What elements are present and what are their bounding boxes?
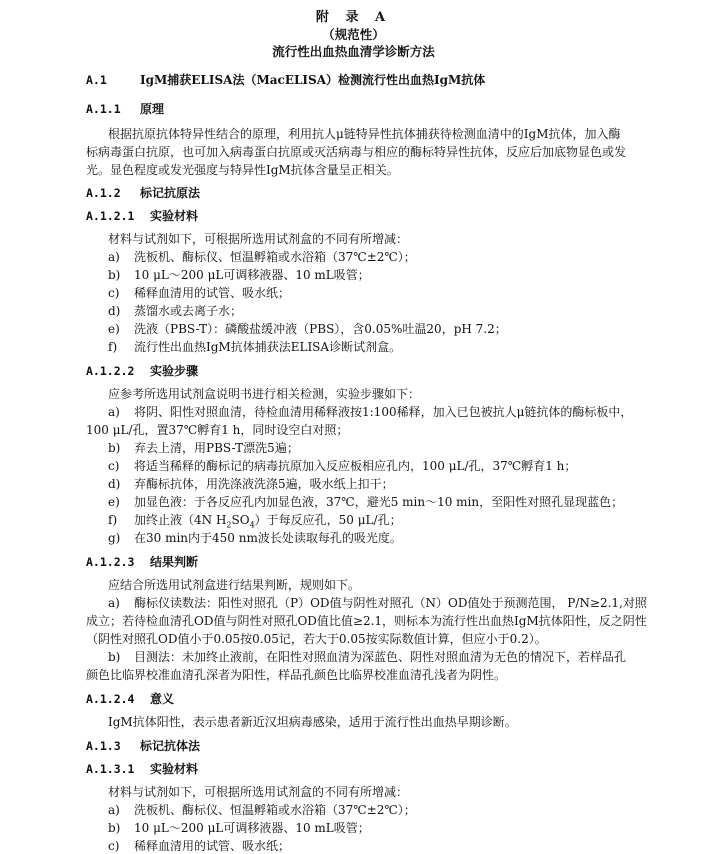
principle-line-2: 标病毒蛋白抗原，也可加入病毒蛋白抗原或灭活病毒与相应的酶标特异性抗体，反应后加底物显色或发 (86, 145, 627, 159)
section-a124-heading (86, 690, 174, 707)
list-item: a) 酶标仪读数法：阳性对照孔（P）OD值与阴性对照孔（N）OD值处于预测范围， P/N≥2.1,对照 (108, 596, 647, 610)
materials-intro: 材料与试剂如下，可根据所选用试剂盒的不同有所增减： (108, 232, 409, 246)
section-number: A.1.2.2 (86, 364, 135, 378)
list-item: c) 将适当稀释的酶标记的病毒抗原加入反应板相应孔内，100 μL/孔，37℃孵育1 h； (108, 459, 577, 473)
section-a13-heading (86, 737, 200, 754)
judge-intro: 应结合所选用试剂盒进行结果判断，规则如下。 (108, 578, 361, 592)
section-a131-heading (86, 760, 198, 777)
list-item-continuation: 100 μL/孔，置37℃孵育1 h，同时设空白对照； (86, 423, 349, 437)
list-item-continuation: 颜色比临界校准血清孔深者为阳性，样品孔颜色比临界校准血清孔浅者为阴性。 (86, 668, 507, 682)
annex-title: 流行性出血热血清学诊断方法 (272, 44, 435, 59)
list-item: f) 加终止液（4N $H_2SO_4$）于每反应孔，50 μL/孔； (108, 513, 402, 530)
section-title: 原理 (140, 102, 165, 116)
list-item: c) 稀释血清用的试管、吸水纸； (108, 286, 291, 300)
section-number: A.1.1 (86, 102, 121, 116)
list-item-continuation: 成立；若待检血清孔OD值与阴性对照孔OD值比值≥2.1，则标本为流行性出血热IgM抗体阳性，反之阴性 (86, 614, 647, 628)
list-item: b) 10 μL～200 μL可调移液器、10 mL吸管； (108, 821, 370, 835)
materials2-intro: 材料与试剂如下，可根据所选用试剂盒的不同有所增减： (108, 785, 409, 799)
list-item: b) 10 μL～200 μL可调移液器、10 mL吸管； (108, 268, 370, 282)
section-title: 实验材料 (150, 762, 199, 776)
section-title: 标记抗原法 (140, 186, 201, 200)
list-item-continuation: （阴性对照孔OD值小于0.05按0.05记，若大于0.05按实际数值计算，但应小于0.2）。 (86, 632, 547, 646)
section-a12-heading (86, 184, 200, 201)
section-number: A.1 (86, 73, 107, 87)
meaning-text: IgM抗体阳性，表示患者新近汉坦病毒感染，适用于流行性出血热早期诊断。 (108, 715, 517, 729)
principle-line-1: 根据抗原抗体特异性结合的原理，利用抗人μ链特异性抗体捕获待检测血清中的IgM抗体，加入酶 (108, 127, 621, 141)
section-number: A.1.3 (86, 739, 121, 753)
list-item: d) 蒸馏水或去离子水； (108, 304, 243, 318)
list-item: e) 加显色液：于各反应孔内加显色液，37℃，避光5 min～10 min，至阳性对照孔显现蓝色； (108, 495, 624, 509)
list-item: b) 弃去上清，用PBS-T漂洗5遍； (108, 441, 299, 455)
steps-intro: 应参考所选用试剂盒说明书进行相关检测，实验步骤如下： (108, 387, 421, 401)
list-item: d) 弃酶标抗体，用洗涤液洗涤5遍，吸水纸上扣干； (108, 477, 394, 491)
section-number: A.1.2.3 (86, 555, 135, 569)
section-number: A.1.2 (86, 186, 121, 200)
list-item: a) 洗板机、酶标仪、恒温孵箱或水浴箱（37℃±2℃）； (108, 803, 416, 817)
list-item: f) 流行性出血热IgM抗体捕获法ELISA诊断试剂盒。 (108, 340, 402, 354)
section-title: 实验步骤 (150, 364, 199, 378)
section-title: 标记抗体法 (140, 739, 201, 753)
annex-label: 附 录 A (315, 10, 392, 25)
list-item: b) 目测法：未加终止液前，在阳性对照血清为深蓝色、阴性对照血清为无色的情况下，若样品孔 (108, 650, 627, 664)
section-a122-heading (86, 362, 198, 379)
section-title: 结果判断 (150, 555, 199, 569)
section-a1-heading (86, 71, 485, 88)
section-title: 意义 (150, 692, 175, 706)
list-item: g) 在30 min内于450 nm波长处读取每孔的吸光度。 (108, 531, 402, 545)
section-number: A.1.2.1 (86, 209, 135, 223)
section-number: A.1.3.1 (86, 762, 135, 776)
section-a11-heading (86, 100, 164, 117)
section-a121-heading (86, 207, 198, 224)
section-a123-heading (86, 553, 198, 570)
list-item: a) 将阴、阳性对照血清，待检血清用稀释液按1:100稀释，加入已包被抗人μ链抗体的酶标板中， (108, 405, 633, 419)
principle-line-3: 光。显色程度或发光强度与特异性IgM抗体含量呈正相关。 (86, 163, 399, 177)
section-number: A.1.2.4 (86, 692, 135, 706)
list-item: a) 洗板机、酶标仪、恒温孵箱或水浴箱（37℃±2℃）； (108, 250, 416, 264)
section-title: IgM捕获ELISA法（MacELISA）检测流行性出血热IgM抗体 (140, 73, 486, 87)
list-item: e) 洗液（PBS-T）：磷酸盐缓冲液（PBS），含0.05%吐温20，pH 7.2； (108, 322, 507, 336)
normative-label: （规范性） (322, 27, 385, 42)
list-item: c) 稀释血清用的试管、吸水纸； (108, 839, 291, 853)
section-title: 实验材料 (150, 209, 199, 223)
